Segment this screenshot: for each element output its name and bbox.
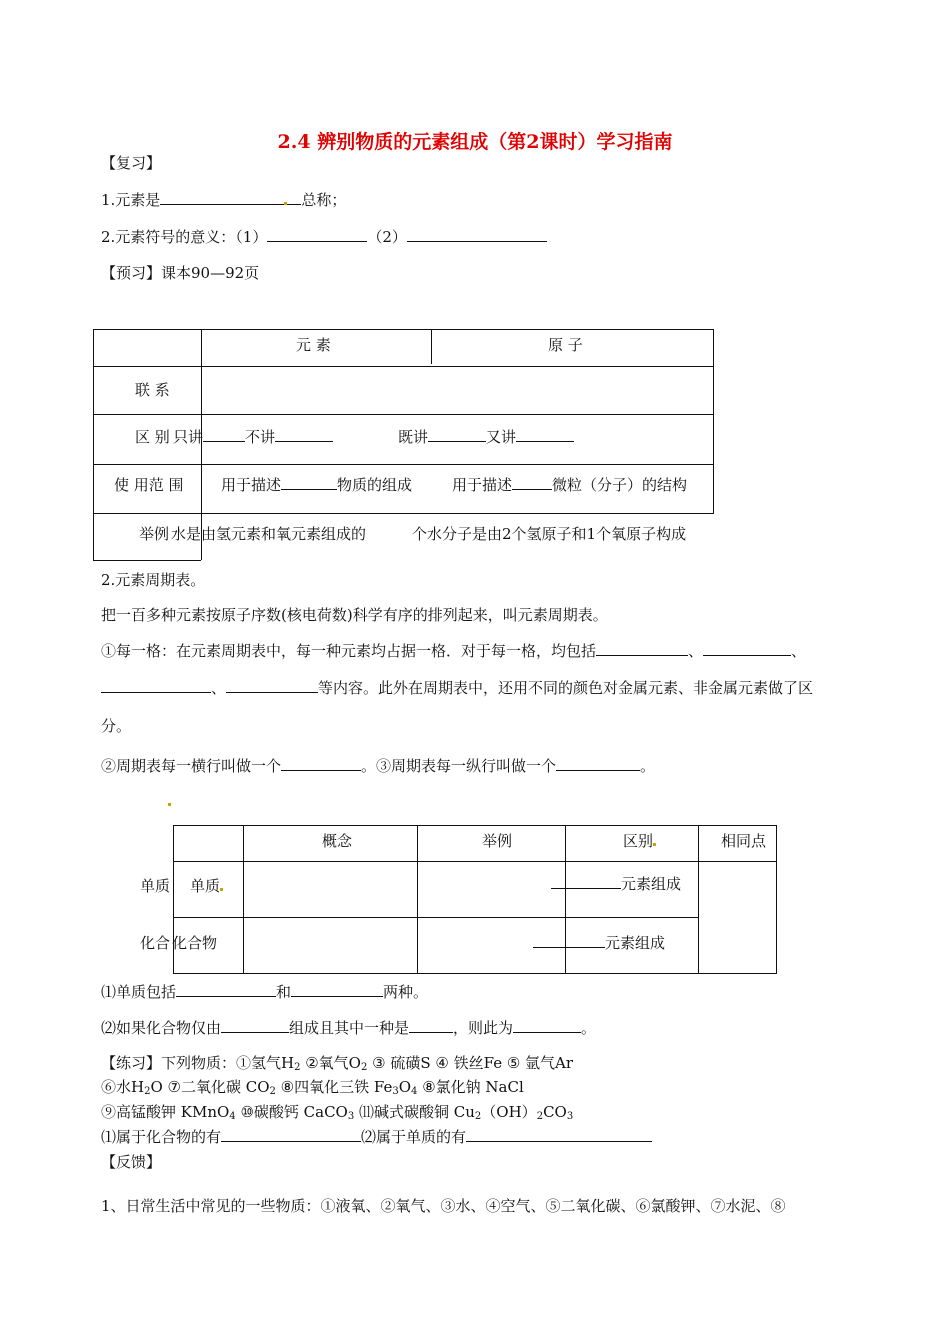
- periodic-p3-text: 。③周期表每一纵行叫做一个: [361, 757, 557, 775]
- answer-blank[interactable]: [203, 427, 245, 442]
- usage-right-b: 微粒（分子）的结构: [552, 476, 688, 494]
- periodic-point-1: [101, 640, 806, 661]
- element-difference-text: 元素组成: [621, 875, 682, 893]
- usage-left: [221, 474, 412, 495]
- practice-1b: ②氧气O: [300, 1054, 361, 1072]
- header-common: 相同点: [721, 832, 767, 850]
- sub: 3: [347, 1111, 355, 1122]
- header-concept: 概念: [322, 832, 353, 850]
- practice-3d: （OH）: [481, 1103, 537, 1121]
- sub: 2: [474, 1111, 482, 1122]
- answer-blank[interactable]: [160, 190, 284, 205]
- usage-right: [452, 474, 687, 495]
- practice-line-2: [101, 1076, 524, 1097]
- row-label-element-text: 单质: [190, 877, 221, 895]
- difference-left: [173, 426, 333, 447]
- practice-3c: ⑾碱式碳酸铜 Cu: [354, 1103, 475, 1121]
- review-q2-prefix: 2.元素符号的意义：（1）: [101, 228, 268, 246]
- separator: 、: [688, 642, 704, 660]
- q-s1c: 两种。: [383, 983, 429, 1001]
- difference-left-a: 只讲: [173, 428, 204, 446]
- answer-blank[interactable]: [275, 427, 333, 442]
- periodic-p1-text: ①每一格：在元素周期表中，每一种元素均占据一格．对于每一格，均包括: [101, 642, 597, 660]
- row-label-compound-inner: 化合物: [172, 934, 218, 952]
- row-label-compound-outer: 化合: [140, 934, 171, 952]
- review-q1-suffix: 总称；: [301, 191, 347, 209]
- sub: 3: [392, 1086, 399, 1097]
- answer-blank[interactable]: [291, 982, 383, 997]
- sub: 4: [229, 1111, 236, 1122]
- sub: 2: [536, 1111, 544, 1122]
- usage-right-a: 用于描述: [452, 476, 513, 494]
- header-difference: [623, 830, 656, 851]
- periodic-heading: 2.元素周期表。: [101, 571, 206, 589]
- sub: 2: [144, 1086, 151, 1097]
- example-left: 水是由氢元素和氧元素组成的: [171, 525, 367, 543]
- answer-blank[interactable]: [226, 678, 318, 693]
- periodic-end: 。: [640, 757, 656, 775]
- practice-3b: ⑩碳酸钙 CaCO: [235, 1103, 348, 1121]
- difference-right: [398, 426, 574, 447]
- sub: 2: [294, 1062, 301, 1073]
- stray-dot: [168, 803, 171, 806]
- compound-difference: [533, 932, 665, 953]
- periodic-point-1-end: 分。: [101, 717, 132, 735]
- example-right: 个水分子是由2个氢原子和1个氧原子构成: [412, 525, 687, 543]
- row-label-link: 联 系: [135, 381, 170, 399]
- page-title: 2.4 辨别物质的元素组成（第2课时）学习指南: [277, 131, 673, 153]
- practice-1c: ③ 硫磺S ④ 铁丝Fe ⑤ 氩气Ar: [367, 1054, 574, 1072]
- answer-blank[interactable]: [512, 475, 552, 490]
- preview-heading: 【预习】课本90—92页: [101, 264, 260, 282]
- answer-blank[interactable]: [513, 1018, 581, 1033]
- practice-2e: ⑧氯化钠 NaCl: [417, 1078, 524, 1096]
- practice-2d: O: [398, 1078, 412, 1096]
- practice-2a: ⑥水H: [101, 1078, 145, 1096]
- header-example: 举例: [482, 832, 513, 850]
- answer-blank[interactable]: [267, 227, 367, 242]
- answer-blank[interactable]: [516, 427, 574, 442]
- answer-blank[interactable]: [407, 227, 547, 242]
- periodic-points-2-3: [101, 755, 655, 776]
- difference-left-b: 不讲: [245, 428, 276, 446]
- answer-blank[interactable]: [466, 1127, 652, 1142]
- stray-dot: [220, 888, 223, 891]
- sub: 4: [411, 1086, 418, 1097]
- answer-blank[interactable]: [221, 1018, 289, 1033]
- difference-right-b: 又讲: [486, 428, 517, 446]
- practice-q1: ⑴属于化合物的有: [101, 1128, 222, 1146]
- review-q1-prefix: 1.元素是: [101, 191, 161, 209]
- answer-blank[interactable]: [287, 190, 301, 205]
- question-element-types: [101, 981, 428, 1002]
- review-heading: 【复习】: [101, 154, 162, 172]
- row-label-element-outer: 单质: [140, 877, 171, 895]
- answer-blank[interactable]: [556, 756, 640, 771]
- answer-blank[interactable]: [221, 1127, 361, 1142]
- practice-line-1: [101, 1052, 573, 1073]
- q-s1a: ⑴单质包括: [101, 983, 177, 1001]
- review-question-1: [101, 189, 346, 210]
- review-q2-mid: （2）: [367, 228, 407, 246]
- practice-3a: ⑨高锰酸钾 KMnO: [101, 1103, 230, 1121]
- answer-blank[interactable]: [176, 982, 276, 997]
- sub: 2: [360, 1062, 368, 1073]
- separator: 、: [211, 679, 227, 697]
- practice-q2: ⑵属于单质的有: [361, 1128, 467, 1146]
- review-question-2: [101, 226, 547, 247]
- answer-blank[interactable]: [281, 475, 337, 490]
- answer-blank[interactable]: [551, 874, 621, 889]
- difference-right-a: 既讲: [398, 428, 429, 446]
- q-s2a: ⑵如果化合物仅由: [101, 1019, 222, 1037]
- answer-blank[interactable]: [409, 1018, 453, 1033]
- header-difference-label: 区别: [623, 832, 654, 850]
- answer-blank[interactable]: [703, 641, 791, 656]
- stray-dot: [653, 843, 656, 846]
- separator: 、: [791, 642, 807, 660]
- q-s2d: 。: [581, 1019, 597, 1037]
- usage-left-a: 用于描述: [221, 476, 282, 494]
- periodic-p1-text-b: 等内容。此外在周期表中，还用不同的颜色对金属元素、非金属元素做了区: [318, 679, 814, 697]
- feedback-line-1: 1、日常生活中常见的一些物质：①液氧、②氧气、③水、④空气、⑤二氧化碳、⑥氯酸钾、⑦水泥、⑧: [101, 1197, 786, 1215]
- q-s1b: 和: [276, 983, 292, 1001]
- answer-blank[interactable]: [101, 678, 211, 693]
- periodic-intro: 把一百多种元素按原子序数(核电荷数)科学有序的排列起来，叫元素周期表。: [101, 606, 608, 624]
- feedback-heading: 【反馈】: [101, 1153, 162, 1171]
- periodic-p2-text: ②周期表每一横行叫做一个: [101, 757, 282, 775]
- practice-2c: ⑧四氧化三铁 Fe: [275, 1078, 393, 1096]
- row-label-usage: 使 用范 围: [114, 476, 184, 494]
- compound-difference-text: 元素组成: [605, 934, 666, 952]
- sub: 3: [566, 1111, 574, 1122]
- answer-blank[interactable]: [533, 933, 605, 948]
- practice-2b: O ⑦二氧化碳 CO: [150, 1078, 270, 1096]
- answer-blank[interactable]: [281, 756, 361, 771]
- periodic-point-1-cont: [101, 677, 813, 698]
- q-s2c: ，则此为: [453, 1019, 514, 1037]
- row-label-difference: 区 别: [135, 428, 170, 446]
- practice-line-3: [101, 1101, 573, 1122]
- header-element: 元 素: [296, 336, 331, 354]
- answer-blank[interactable]: [596, 641, 688, 656]
- practice-3e: CO: [543, 1103, 567, 1121]
- header-atom: 原 子: [548, 336, 583, 354]
- element-difference: [551, 873, 681, 894]
- q-s2b: 组成且其中一种是: [289, 1019, 410, 1037]
- sub: 2: [269, 1086, 276, 1097]
- practice-1a: 【练习】下列物质：①氢气H: [101, 1054, 295, 1072]
- row-label-element-inner: [190, 875, 223, 896]
- answer-blank[interactable]: [428, 427, 486, 442]
- row-label-example: 举例: [139, 525, 170, 543]
- usage-left-b: 物质的组成: [337, 476, 413, 494]
- question-oxide: [101, 1017, 596, 1038]
- practice-questions: [101, 1126, 652, 1147]
